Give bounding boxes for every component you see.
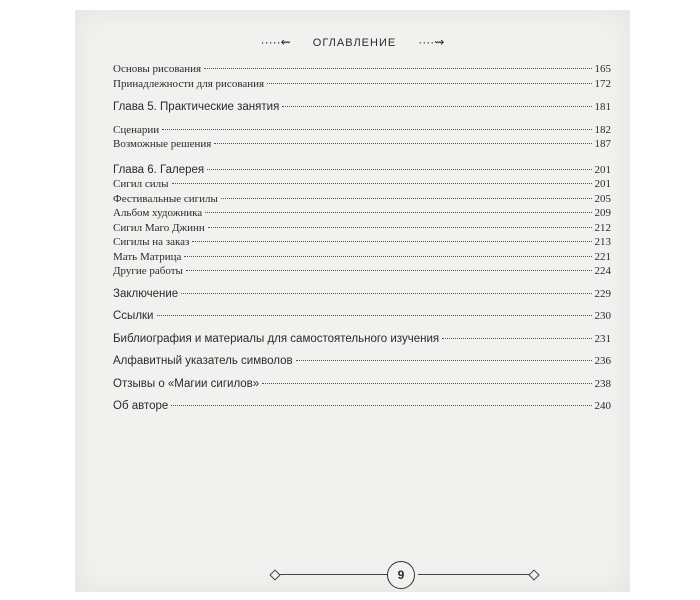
toc-entry-title: Глава 5. Практические занятия (113, 101, 280, 113)
toc-entry-title: Мать Матрица (113, 250, 182, 263)
toc-entry (113, 377, 611, 392)
toc-entry-page: 205 (594, 192, 611, 205)
toc-entry-title: Заключение (113, 287, 179, 300)
toc-entry-title: Глава 6. Галерея (113, 163, 205, 176)
dot-leader (171, 405, 591, 406)
dot-leader (296, 360, 592, 361)
toc-entry-page: 230 (594, 310, 611, 322)
toc-entry (113, 77, 611, 92)
toc-entry (113, 235, 611, 250)
dot-leader (442, 338, 591, 339)
toc-entry-page: 224 (594, 265, 611, 277)
toc-entry (113, 354, 611, 369)
toc-entry-page: 187 (594, 138, 611, 150)
toc-entry (113, 287, 611, 302)
toc-entry (113, 100, 611, 115)
toc-entry-page: 213 (594, 236, 611, 248)
toc-entry-title: Фестивальные сигилы (113, 192, 218, 205)
toc-entry-page: 201 (594, 163, 611, 176)
toc-entry-title: Сигилы на заказ (113, 236, 190, 248)
toc-title: ОГЛАВЛЕНИЕ (312, 37, 397, 49)
dot-leader (205, 212, 591, 213)
toc-entry-title: Об авторе (113, 400, 169, 412)
toc-entry-page: 238 (594, 377, 611, 390)
toc-entry-title: Сигил Маго Джинн (113, 221, 205, 234)
right-ornament-icon: ····⇝ (418, 35, 445, 49)
footer-rule-left (275, 574, 390, 575)
toc-entry (113, 123, 611, 138)
toc-entry-page: 221 (594, 250, 611, 263)
toc-entry-title: Отзывы о «Магии сигилов» (113, 377, 260, 390)
toc-entry (113, 62, 611, 77)
toc-entry-page: 165 (594, 63, 611, 75)
left-ornament-icon: ·····⇜ (260, 35, 291, 49)
toc-entry-title: Принадлежности для рисования (113, 77, 265, 90)
dot-leader (181, 293, 591, 294)
toc-entry-title: Библиография и материалы для самостоятельного изучения (113, 332, 440, 345)
toc-entry-title: Сценарии (113, 123, 160, 136)
toc-entry (113, 206, 611, 221)
dot-leader (267, 83, 591, 84)
toc-entry-page: 240 (594, 400, 611, 412)
toc-entry (113, 137, 611, 152)
toc-entry-title: Ссылки (113, 310, 154, 322)
toc-entry-page: 229 (594, 287, 611, 300)
page-sheet (75, 10, 630, 592)
toc-entry (113, 399, 611, 414)
toc-entry (113, 163, 611, 178)
diamond-ornament-icon (528, 569, 539, 580)
dot-leader (172, 183, 592, 184)
toc-entry-title: Основы рисования (113, 63, 202, 75)
toc-entry (113, 264, 611, 279)
toc-entry-title: Возможные решения (113, 138, 212, 150)
toc-entry-page: 181 (594, 101, 611, 113)
dot-leader (162, 129, 591, 130)
toc-entry-title: Другие работы (113, 265, 183, 277)
footer-rule-right (418, 574, 533, 575)
toc-entry-page: 201 (594, 178, 611, 190)
toc-entry (113, 250, 611, 265)
toc-entry-page: 231 (594, 332, 611, 345)
toc-entry-page: 236 (594, 355, 611, 367)
toc-entry-page: 212 (594, 221, 611, 234)
diamond-ornament-icon (269, 569, 280, 580)
toc-entry (113, 192, 611, 207)
page-number: 9 (387, 561, 415, 589)
toc-entry-page: 182 (594, 123, 611, 136)
dot-leader (157, 315, 592, 316)
dot-leader (221, 198, 592, 199)
table-of-contents (113, 62, 611, 414)
page-footer (75, 560, 630, 590)
dot-leader (282, 106, 591, 107)
toc-header (75, 35, 630, 49)
toc-entry (113, 332, 611, 347)
dot-leader (207, 169, 591, 170)
toc-entry-page: 209 (594, 207, 611, 219)
dot-leader (214, 143, 591, 144)
toc-entry-page: 172 (594, 77, 611, 90)
dot-leader (204, 68, 591, 69)
dot-leader (184, 256, 591, 257)
toc-entry (113, 221, 611, 236)
toc-entry-title: Альбом художника (113, 207, 203, 219)
dot-leader (262, 383, 591, 384)
dot-leader (186, 270, 592, 271)
toc-entry (113, 309, 611, 324)
toc-entry-title: Алфавитный указатель символов (113, 355, 293, 367)
toc-entry-title: Сигил силы (113, 178, 169, 190)
dot-leader (208, 227, 592, 228)
toc-entry (113, 177, 611, 192)
dot-leader (192, 241, 591, 242)
